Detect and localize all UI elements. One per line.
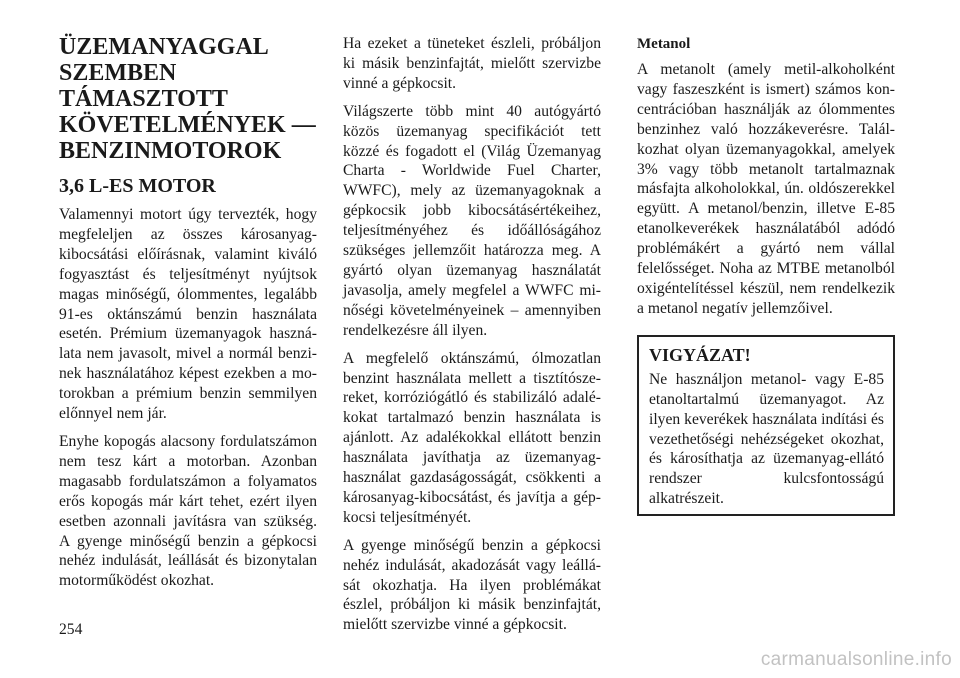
paragraph: Enyhe kopogás alacsony fordulatszámon nem tesz kárt a motorban. Azonban magasabb fordulatszámon a folyamatos erős kopogás már kárt tehet, ezért ilyen esetben azonnali javításra van szükség. A gyenge minőségű benzin a gépkocsi nehéz indulását, leállását és bizonytalan motorműködést okozhat. [59, 432, 317, 590]
warning-box [637, 335, 895, 516]
paragraph: A gyenge minőségű benzin a gépkocsi nehéz indulását, akadozását vagy leállását okozhatja. Ha ilyen problémákat észlel, próbáljon ki másik benzinfajtát, mielőtt szervizbe vinné a gépkocsit. [343, 536, 601, 634]
paragraph: Valamennyi motort úgy tervezték, hogy megfeleljen az összes károsanyag-kibocsátási előírásnak, valamint kiváló fogyasztást és teljesítményt nyújtsok magas minőségű, ólommentes, legalább 91-es oktánszámú benzin használata esetén. Prémium üzemanyagok használata nem javasolt, mivel a normál benzinek használatához képest ezekben a motorokban a prémium benzin semmilyen előnnyel nem jár. [59, 206, 317, 423]
page-number: 254 [59, 621, 83, 638]
engine-subtitle: 3,6 L-ES MOTOR [59, 175, 216, 197]
methanol-heading: Metanol [637, 36, 691, 52]
warning-text: Ne használjon metanol- vagy E-85 etanoltartalmú üzemanyagot. Az ilyen keverékek használata indítási és vezethetőségi nehézségeket okozhat, és károsíthatja az üzemanyag-ellátó rendszer kulcsfontosságú alkatrészeit. [649, 370, 884, 508]
column-3 [637, 34, 895, 516]
column-2 [343, 34, 601, 643]
title-line: ÜZEMANYAGGAL [59, 34, 269, 60]
paragraph: Világszerte több mint 40 autógyártó közös üzemanyag specifikációt tett közzé és fogadott el (Világ Üzemanyag Charta - Worldwide Fuel Charter, WWFC), mely az üzemanyagoknak a gépkocsik jobb kibocsátásértékeihez, teljesítményéhez és időállóságához szükséges jellemzőit határozza meg. A gyártó olyan üzemanyag használatát javasolja, amely megfelel a WWFC minőségi követelményeinek – amennyiben rendelkezésre áll ilyen. [343, 102, 601, 339]
section-title [59, 34, 317, 164]
title-line: KÖVETELMÉNYEK — [59, 112, 316, 138]
column-1 [59, 34, 317, 599]
watermark: carmanualsonline.info [760, 649, 952, 670]
title-line: TÁMASZTOTT [59, 86, 228, 112]
paragraph: A metanolt (amely metil-alkoholként vagy faszeszként is ismert) számos koncentrációban használják az ólommentes benzinhez való hozzákeverésre. Találkozhat olyan üzemanyagokkal, amelyek 3% vagy több metanolt tartalmaznak másfajta alkoholokkal, ún. oldószerekkel együtt. A metanol/benzin, illetve E-85 etanolkeverékek használatából adódó problémákért a gyártó nem vállal felelősséget. Noha az MTBE metanolból oxigéntelítéssel készül, nem rendelkezik a metanol negatív jellemzőivel. [637, 61, 895, 317]
title-line: BENZINMOTOROK [59, 138, 282, 164]
warning-title: VIGYÁZAT! [649, 344, 751, 365]
paragraph: A megfelelő oktánszámú, ólmozatlan benzint használata mellett a tisztítószereket, korróziógátló és stabilizáló adalékokat tartalmazó benzin használata is ajánlott. Az adalékokkal ellátott benzin használata javíthatja az üzemanyaghasználat gazdaságosságát, csökkenti a károsanyag-kibocsátást, és javítja a gépkocsi teljesítményét. [343, 349, 601, 526]
paragraph: Ha ezeket a tüneteket észleli, próbáljon ki másik benzinfajtát, mielőtt szervizbe vinné a gépkocsit. [343, 35, 601, 92]
title-line: SZEMBEN [59, 60, 177, 86]
